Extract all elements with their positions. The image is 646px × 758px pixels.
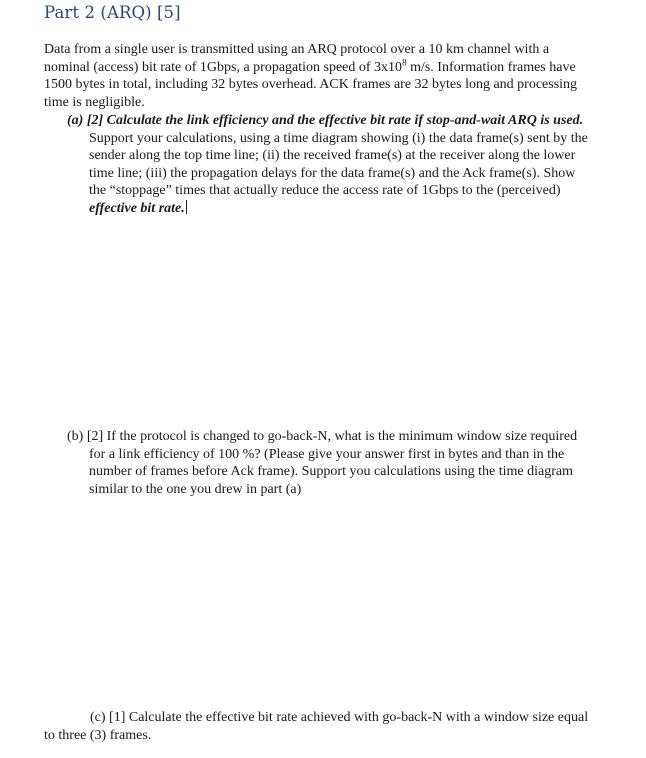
question-c-second-line: to three (3) frames. bbox=[44, 727, 152, 743]
intro-line-1: Data from a single user is transmitted using an ARQ protocol over a 10 km channel with a bbox=[44, 42, 550, 57]
intro-line-2-tail: m/s. Information frames have bbox=[406, 59, 576, 75]
question-c-first-line: (c) [1] Calculate the effective bit rate achieved with go-back-N with a window size equal bbox=[90, 710, 589, 725]
question-a-line-1: Support your calculations, using a time diagram showing (i) the data frame(s) sent by the bbox=[89, 130, 588, 146]
question-a-title: (a) [2] Calculate the link efficiency and the effective bit rate if stop-and-wait ARQ is used. bbox=[67, 113, 584, 128]
intro-line-4: time is negligible. bbox=[44, 94, 145, 110]
question-b-line-3: similar to the one you drew in part (a) bbox=[89, 481, 302, 497]
question-b-line-1: for a link efficiency of 100 %? (Please give your answer first in bytes and than in the bbox=[89, 446, 565, 462]
question-a-line-5 bbox=[89, 200, 637, 218]
text-cursor[interactable] bbox=[186, 200, 187, 214]
question-b-body bbox=[67, 446, 637, 499]
intro-line-2 bbox=[44, 56, 634, 77]
intro-line-2-text: nominal (access) bit rate of 1Gbps, a propagation speed of 3x10 bbox=[44, 59, 403, 75]
question-a-last-line: effective bit rate. bbox=[89, 200, 185, 216]
question-b bbox=[67, 428, 637, 498]
question-a-line-2: sender along the top time line; (ii) the received frame(s) at the receiver along the lower bbox=[89, 148, 576, 164]
question-b-line-2: number of frames before Ack frame). Support you calculations using the time diagram bbox=[89, 464, 574, 480]
question-a-line-3: time line; (iii) the propagation delays for the data frame(s) and the Ack frame(s). Show bbox=[89, 165, 576, 181]
question-b-first-line: (b) [2] If the protocol is changed to go-back-N, what is the minimum window size required bbox=[67, 429, 578, 444]
section-heading: Part 2 (ARQ) [5] bbox=[44, 3, 181, 22]
question-a-line-4: the “stoppage” times that actually reduce the access rate of 1Gbps to the (perceived) bbox=[89, 183, 561, 199]
intro-line-3: 1500 bytes in total, including 32 bytes overhead. ACK frames are 32 bytes long and processing bbox=[44, 77, 578, 93]
intro-paragraph bbox=[44, 41, 634, 111]
speed-exponent: 8 bbox=[402, 56, 407, 67]
question-c bbox=[44, 709, 636, 744]
question-a bbox=[67, 112, 637, 218]
question-a-body bbox=[67, 130, 637, 218]
